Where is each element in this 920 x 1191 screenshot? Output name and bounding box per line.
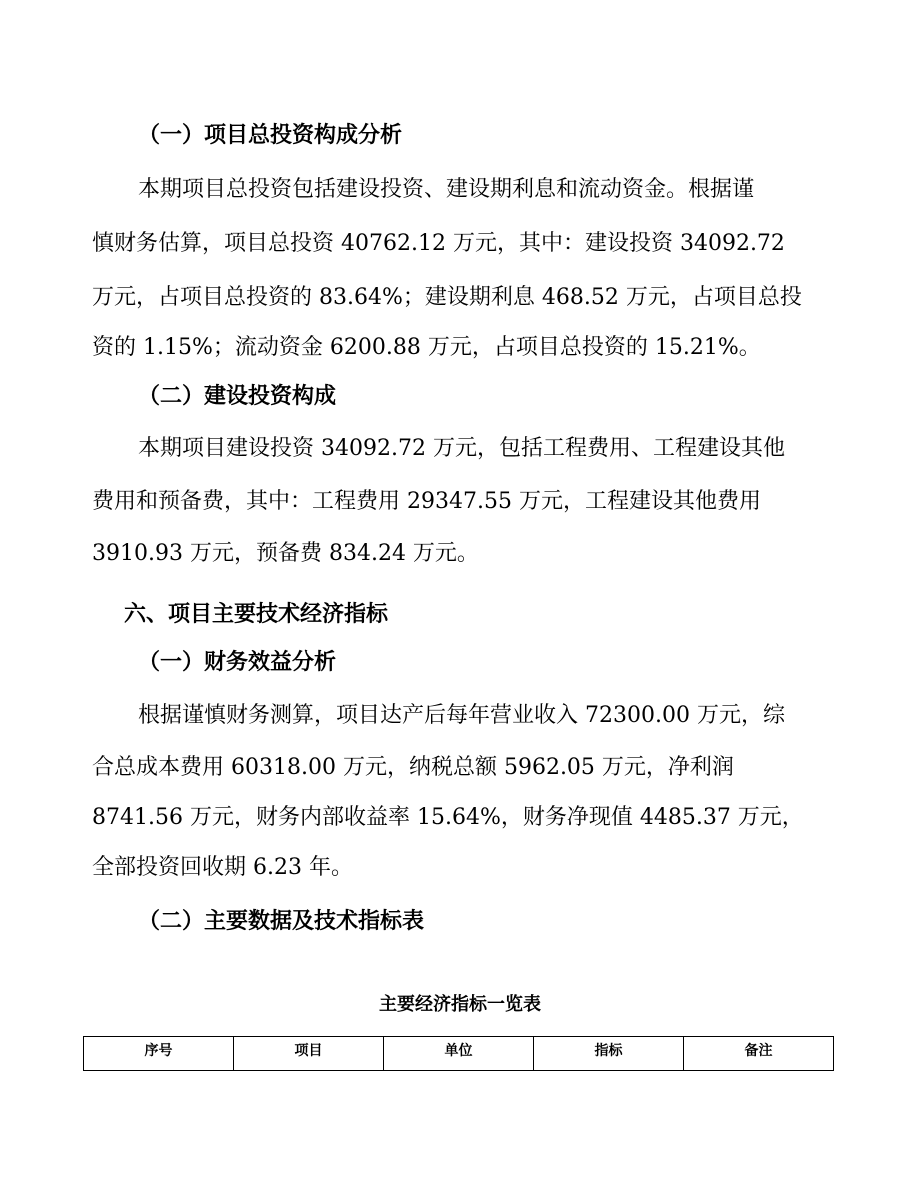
table-header-row: [84, 1037, 834, 1071]
column-header-unit: 单位: [384, 1037, 534, 1071]
paragraph-line: 本期项目总投资包括建设投资、建设期利息和流动资金。根据谨: [138, 177, 755, 202]
column-header-indicator: 指标: [534, 1037, 684, 1071]
column-header-remarks: 备注: [684, 1037, 834, 1071]
paragraph-line: 8741.56 万元，财务内部收益率 15.64%，财务净现值 4485.37 万元，: [92, 805, 804, 830]
section-heading-main-data-table: （二）主要数据及技术指标表: [138, 908, 425, 934]
section-heading-financial-benefit: （一）财务效益分析: [138, 649, 337, 675]
section-heading-investment-composition: （一）项目总投资构成分析: [138, 122, 403, 148]
column-header-index: 序号: [84, 1037, 234, 1071]
paragraph-line: 费用和预备费，其中：工程费用 29347.55 万元，工程建设其他费用: [92, 489, 761, 514]
paragraph-line: 全部投资回收期 6.23 年。: [92, 855, 353, 880]
column-header-item: 项目: [234, 1037, 384, 1071]
paragraph-line: 根据谨慎财务测算，项目达产后每年营业收入 72300.00 万元，综: [138, 703, 785, 728]
paragraph-line: 万元，占项目总投资的 83.64%；建设期利息 468.52 万元，占项目总投: [92, 285, 802, 310]
chapter-heading: 六、项目主要技术经济指标: [124, 601, 389, 627]
paragraph-line: 资的 1.15%；流动资金 6200.88 万元，占项目总投资的 15.21%。: [92, 335, 761, 360]
main-indicators-table: [83, 1036, 834, 1071]
paragraph-line: 合总成本费用 60318.00 万元，纳税总额 5962.05 万元，净利润: [92, 755, 734, 780]
section-heading-construction-investment: （二）建设投资构成: [138, 383, 337, 409]
paragraph-line: 3910.93 万元，预备费 834.24 万元。: [92, 541, 479, 566]
paragraph-line: 本期项目建设投资 34092.72 万元，包括工程费用、工程建设其他: [138, 436, 785, 461]
table-caption: 主要经济指标一览表: [379, 994, 541, 1015]
paragraph-line: 慎财务估算，项目总投资 40762.12 万元，其中：建设投资 34092.72: [92, 231, 785, 256]
